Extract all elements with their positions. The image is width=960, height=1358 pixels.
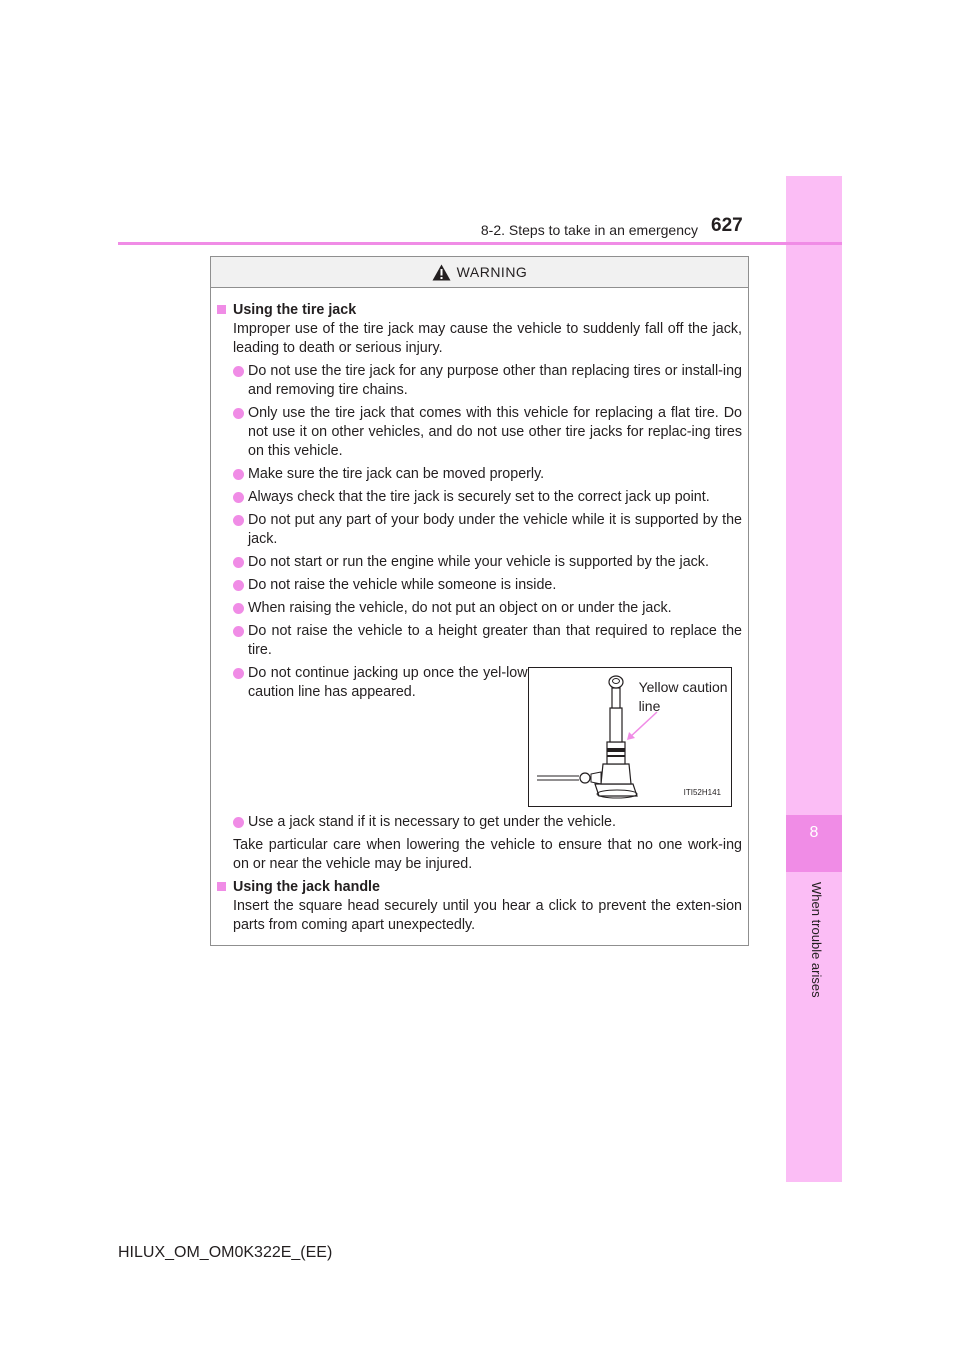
warning-box [210,256,749,946]
list-item: Always check that the tire jack is securely set to the correct jack up point. [217,488,742,507]
bullet-dot-icon [233,492,244,503]
bullet-dot-icon [233,515,244,526]
header-rule [118,242,842,245]
square-bullet-icon [217,305,226,314]
list-item: Only use the tire jack that comes with this vehicle for replacing a flat tire. Do not use it on other vehicles, and do not use other tire jacks for replac-ing tires on this vehicle. [217,404,742,461]
bullet-dot-icon [233,408,244,419]
figure-label: Yellow caution line [638,679,728,714]
bullet-dot-icon [233,603,244,614]
list-item: Use a jack stand if it is necessary to get under the vehicle. [217,813,742,832]
subheading-tire-jack: Using the tire jack [217,301,742,320]
chapter-number: 8 [809,824,819,841]
chapter-title: When trouble arises [809,882,824,998]
list-item: When raising the vehicle, do not put an object on or under the jack. [217,599,742,618]
jack-handle-text: Insert the square head securely until you hear a click to prevent the exten-sion parts from coming apart unexpectedly. [233,898,742,933]
bullet-dot-icon [233,668,244,679]
list-item: Do not continue jacking up once the yel-low caution line has appeared. [217,664,528,803]
list-item: Do not start or run the engine while your vehicle is supported by the jack. [217,553,742,572]
square-bullet-icon [217,882,226,891]
page-number: 627 [711,215,743,236]
list-item: Do not raise the vehicle while someone is inside. [217,576,742,595]
warning-triangle-icon [432,264,451,281]
closing-text: Take particular care when lowering the vehicle to ensure that no one work-ing on or near the vehicle may be injured. [233,837,742,872]
document-id: HILUX_OM_OM0K322E_(EE) [118,1244,333,1261]
intro-text: Improper use of the tire jack may cause the vehicle to suddenly fall off the jack, leading to death or serious injury. [233,321,742,356]
warning-content [211,288,748,935]
bullet-dot-icon [233,580,244,591]
figure-code: ITI52H141 [683,788,721,797]
list-item: Do not use the tire jack for any purpose other than replacing tires or install-ing and removing tire chains. [217,362,742,400]
bullet-dot-icon [233,366,244,377]
section-title: 8-2. Steps to take in an emergency [480,222,698,238]
bullet-dot-icon [233,817,244,828]
warning-heading: WARNING [456,264,528,280]
bullet-dot-icon [233,626,244,637]
list-item: Do not raise the vehicle to a height greater than that required to replace the tire. [217,622,742,660]
warning-header [211,257,748,288]
bullet-dot-icon [233,557,244,568]
figure-row [217,664,742,807]
list-item: Do not put any part of your body under the vehicle while it is supported by the jack. [217,511,742,549]
subheading-jack-handle: Using the jack handle [217,878,742,897]
list-item: Make sure the tire jack can be moved properly. [217,465,742,484]
side-tab [786,176,842,1182]
bullet-dot-icon [233,469,244,480]
jack-illustration [528,667,732,807]
